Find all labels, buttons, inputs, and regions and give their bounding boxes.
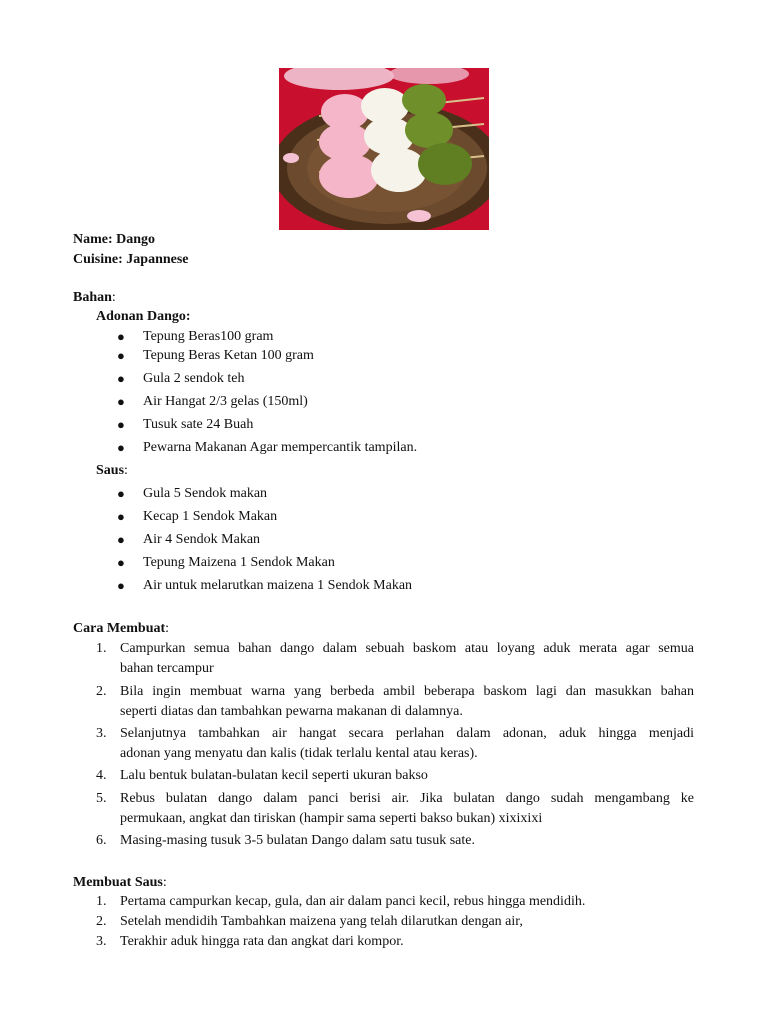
step-line: Selanjutnya tambahkan air hangat secara perlahan dalam adonan, aduk hingga menjadi (120, 726, 694, 741)
bahan-heading-text: Bahan (73, 290, 112, 305)
step-line: Rebus bulatan dango dalam panci berisi air. Jika bulatan dango sudah mengambang ke (120, 791, 694, 806)
step-number: 6. (96, 833, 107, 848)
step-number: 1. (96, 894, 107, 909)
bullet-icon: ● (117, 440, 125, 455)
saus-item: Kecap 1 Sendok Makan (143, 509, 278, 524)
membuat-saus-heading (73, 874, 167, 892)
bullet-icon: ● (117, 417, 125, 432)
step-line: permukaan, angkat dan tiriskan (hampir sama seperti bakso bukan) xixixixi (120, 810, 543, 826)
step-text (120, 724, 694, 763)
step-number: 3. (96, 934, 107, 949)
recipe-cuisine: Cuisine: Japannese (73, 252, 189, 267)
bullet-icon: ● (117, 555, 125, 570)
step-text (120, 766, 694, 786)
step-line: bahan tercampur (120, 660, 214, 676)
step-text (120, 789, 694, 828)
cara-heading-text: Cara Membuat (73, 621, 166, 636)
bullet-icon: ● (117, 371, 125, 386)
saus-item: Air untuk melarutkan maizena 1 Sendok Makan (143, 578, 413, 593)
saus-item: Gula 5 Sendok makan (143, 486, 268, 501)
adonan-item: Air Hangat 2/3 gelas (150ml) (143, 394, 308, 409)
step-line: Masing-masing tusuk 3-5 bulatan Dango dalam satu tusuk sate. (120, 833, 475, 848)
bullet-icon: ● (117, 394, 125, 409)
step-number: 4. (96, 768, 107, 783)
saus-colon: : (124, 463, 128, 478)
step-text (120, 682, 694, 721)
step-line: Lalu bentuk bulatan-bulatan kecil seperti ukuran bakso (120, 768, 428, 783)
step-text (120, 831, 694, 851)
step-line: seperti diatas dan tambahkan pewarna makanan di dalamnya. (120, 703, 463, 719)
step-number: 5. (96, 791, 107, 806)
recipe-name: Name: Dango (73, 232, 156, 247)
saus-item: Tepung Maizena 1 Sendok Makan (143, 555, 335, 570)
bullet-icon: ● (117, 578, 125, 593)
adonan-item: Tusuk sate 24 Buah (143, 417, 254, 432)
adonan-item: Pewarna Makanan Agar mempercantik tampilan. (143, 440, 418, 455)
bahan-colon: : (111, 290, 116, 305)
bullet-icon: ● (117, 532, 125, 547)
saus-item: Air 4 Sendok Makan (143, 532, 261, 547)
step-number: 3. (96, 726, 107, 741)
step-line: adonan yang menyatu dan kalis (tidak terlalu kental atau keras). (120, 745, 478, 761)
bullet-icon: ● (117, 348, 125, 363)
adonan-item: Tepung Beras Ketan 100 gram (143, 348, 314, 363)
bahan-heading (73, 289, 116, 307)
step-number: 2. (96, 684, 107, 699)
step-number: 1. (96, 641, 107, 656)
adonan-heading: Adonan Dango: (96, 309, 191, 324)
step-number: 2. (96, 914, 107, 929)
step-text: Terakhir aduk hingga rata dan angkat dari kompor. (120, 934, 404, 949)
bullet-icon: ● (117, 486, 125, 501)
dango-image-icon (279, 68, 489, 230)
adonan-item: Gula 2 sendok teh (143, 371, 245, 386)
membuat-saus-heading-text: Membuat Saus (73, 875, 163, 890)
dango-photo (279, 68, 489, 230)
step-line: Campurkan semua bahan dango dalam sebuah baskom atau loyang aduk merata agar semua (120, 641, 694, 656)
cara-heading (73, 620, 169, 638)
adonan-item: Tepung Beras100 gram (143, 329, 274, 344)
step-text: Pertama campurkan kecap, gula, dan air dalam panci kecil, rebus hingga mendidih. (120, 894, 586, 909)
saus-heading (96, 462, 128, 480)
bullet-icon: ● (117, 329, 125, 344)
cara-colon: : (165, 621, 170, 636)
bullet-icon: ● (117, 509, 125, 524)
saus-heading-text: Saus (96, 463, 125, 478)
step-line: Bila ingin membuat warna yang berbeda ambil beberapa baskom lagi dan masukkan bahan (120, 684, 694, 699)
step-text (120, 639, 694, 678)
membuat-saus-colon: : (162, 875, 167, 890)
step-text: Setelah mendidih Tambahkan maizena yang telah dilarutkan dengan air, (120, 914, 523, 929)
